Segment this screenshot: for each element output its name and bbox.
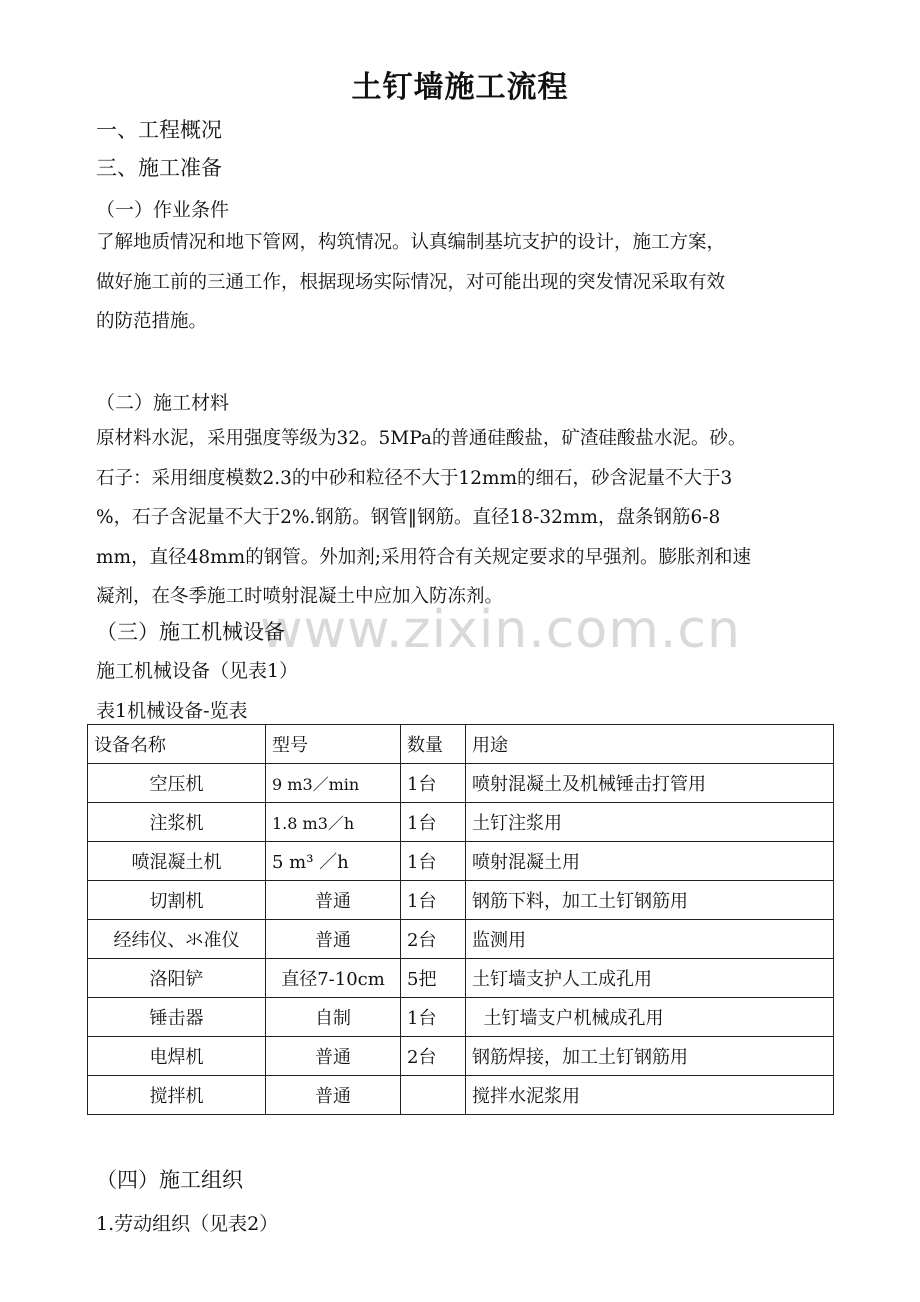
page-title: 土钉墙施工流程 — [351, 70, 569, 105]
cell-model: 1.8 m3／h — [266, 803, 401, 842]
cell-purpose: 喷射混凝土及机械锤击打管用 — [466, 764, 834, 803]
header-model: 型号 — [266, 725, 401, 764]
cell-quantity: 1台 — [401, 881, 466, 920]
table-row — [88, 959, 834, 998]
text-line: 的防范措施。 — [96, 311, 208, 332]
table-row — [88, 920, 834, 959]
cell-equipment-name: 空压机 — [88, 764, 266, 803]
text-line: mm，直径48mm的钢管。外加剂;采用符合有关规定要求的早强剂。膨胀剂和速 — [96, 546, 751, 568]
cell-model: 普通 — [266, 881, 401, 920]
cell-purpose: 钢筋焊接，加工土钉钢筋用 — [466, 1037, 834, 1076]
subsection-heading-equipment: （三）施工机械设备 — [96, 620, 285, 644]
subsection-heading-organization: （四）施工组织 — [96, 1168, 243, 1192]
subsection-heading-conditions: （一）作业条件 — [96, 199, 230, 221]
text-line: 做好施工前的三通工作，根据现场实际情况，对可能出现的突发情况采取有效 — [96, 271, 726, 293]
text-line: 了解地质情况和地下管网，构筑情况。认真编制基坑支护的设计，施工方案， — [96, 232, 726, 253]
cell-equipment-name: 电焊机 — [88, 1037, 266, 1076]
paragraph-conditions — [96, 223, 832, 342]
cell-model: 普通 — [266, 1076, 401, 1115]
table-row — [88, 764, 834, 803]
table-row — [88, 1076, 834, 1115]
cell-quantity: 1台 — [401, 842, 466, 881]
text-line: 凝剂，在冬季施工时喷射混凝土中应加入防冻剂。 — [96, 586, 504, 607]
cell-model: 直径7-10cm — [266, 959, 401, 998]
cell-model: 普通 — [266, 920, 401, 959]
cell-equipment-name: 锤击器 — [88, 998, 266, 1037]
table-row — [88, 803, 834, 842]
cell-quantity: 2台 — [401, 920, 466, 959]
cell-purpose: 钢筋下料，加工土钉钢筋用 — [466, 881, 834, 920]
cell-quantity: 1台 — [401, 998, 466, 1037]
header-purpose: 用途 — [466, 725, 834, 764]
section-heading-preparation: 三、施工准备 — [96, 156, 222, 180]
cell-equipment-name: 注浆机 — [88, 803, 266, 842]
equipment-intro: 施工机械设备（见表1） — [96, 660, 299, 682]
paragraph-materials — [96, 419, 832, 617]
labor-organization-heading: 1.劳动组织（见表2） — [96, 1213, 279, 1235]
cell-quantity: 2台 — [401, 1037, 466, 1076]
cell-equipment-name: 喷混凝土机 — [88, 842, 266, 881]
table-row — [88, 842, 834, 881]
table-caption: 表1机械设备-览表 — [96, 700, 248, 722]
cell-quantity: 1台 — [401, 803, 466, 842]
cell-purpose: 土钉注浆用 — [466, 803, 834, 842]
cell-quantity: 5把 — [401, 959, 466, 998]
equipment-table — [87, 724, 834, 1115]
header-quantity: 数量 — [401, 725, 466, 764]
cell-purpose: 喷射混凝土用 — [466, 842, 834, 881]
cell-model: 自制 — [266, 998, 401, 1037]
table-row — [88, 1037, 834, 1076]
text-line: 石子：采用细度模数2.3的中砂和粒径不大于12mm的细石，砂含泥量不大于3 — [96, 467, 733, 489]
watermark: www.zixin.com.cn — [260, 600, 741, 660]
cell-equipment-name: 经纬仪、氺准仪 — [88, 920, 266, 959]
cell-model: 9 m3／min — [266, 764, 401, 803]
subsection-heading-materials: （二）施工材料 — [96, 392, 230, 414]
cell-quantity: 1台 — [401, 764, 466, 803]
cell-purpose: 土钉墙支护人工成孔用 — [466, 959, 834, 998]
cell-equipment-name: 搅拌机 — [88, 1076, 266, 1115]
cell-quantity — [401, 1076, 466, 1115]
text-line: 原材料水泥，采用强度等级为32。5MPa的普通硅酸盐，矿渣硅酸盐水泥。砂。 — [96, 428, 747, 449]
text-line: %，石子含泥量不大于2%.钢筋。钢管‖钢筋。直径18-32mm，盘条钢筋6-8 — [96, 507, 721, 528]
cell-equipment-name: 洛阳铲 — [88, 959, 266, 998]
cell-purpose: 搅拌水泥浆用 — [466, 1076, 834, 1115]
cell-purpose: 土钉墙支户机械成孔用 — [466, 998, 834, 1037]
cell-purpose: 监测用 — [466, 920, 834, 959]
cell-model: 5 m³ ／h — [266, 842, 401, 881]
section-heading-overview: 一、工程概况 — [96, 118, 222, 142]
cell-model: 普通 — [266, 1037, 401, 1076]
cell-equipment-name: 切割机 — [88, 881, 266, 920]
table-header-row — [88, 725, 834, 764]
header-equipment-name: 设备名称 — [88, 725, 266, 764]
table-row — [88, 998, 834, 1037]
table-row — [88, 881, 834, 920]
